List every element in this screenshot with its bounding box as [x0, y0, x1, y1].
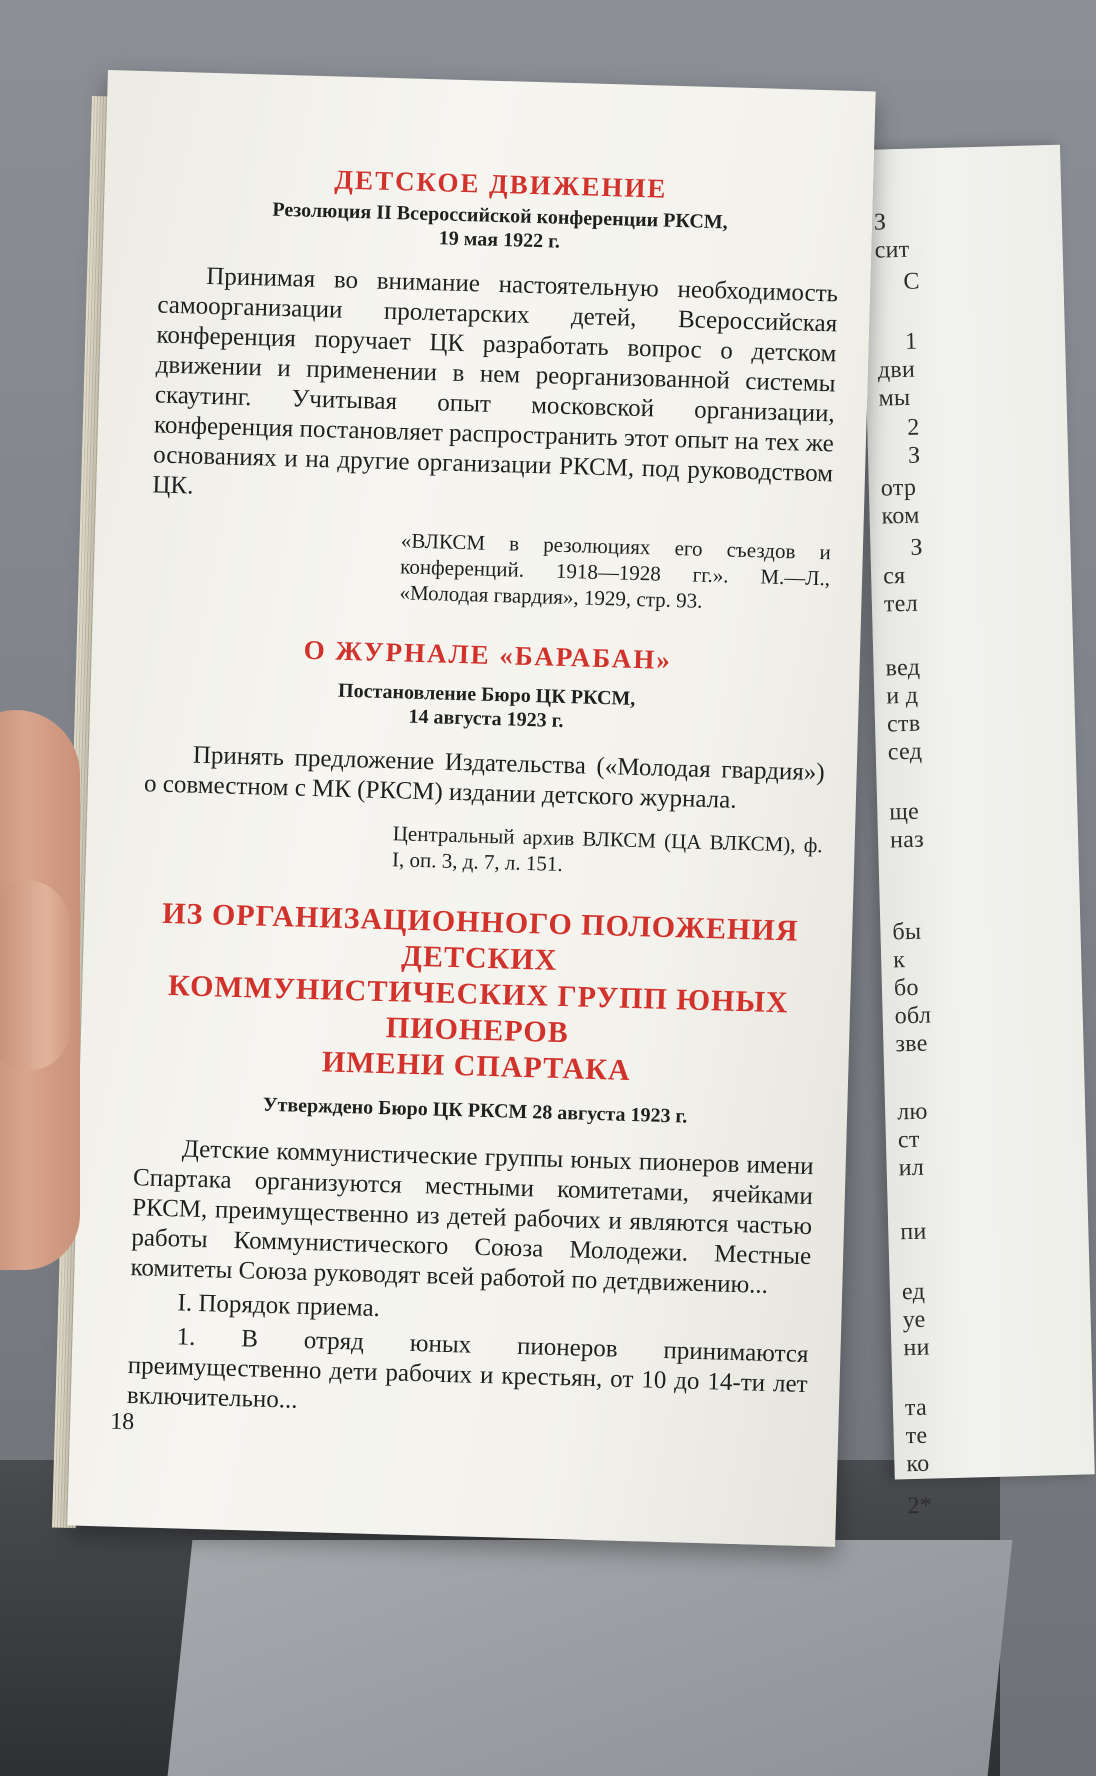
facing-page-fragment: отр [880, 474, 917, 502]
section-body: Принять предложение Издательства («Молодая гвардия») о совместном с МК (РКСМ) издании детского журнала. [143, 741, 826, 814]
section-body: Принимая во внимание настоятельную необходимость самоорганизации пролетарских детей, Всероссийская конференция поручает ЦК разработать вопрос о детском движении и применении в нем реорганизованной системы скаутинг. Учитывая опыт московской организации, конференция постановляет распространить этот опыт на тех же основаниях и на другие организации РКСМ, под руководством ЦК. [152, 262, 839, 500]
section-source: Центральный архив ВЛКСМ (ЦА ВЛКСМ), ф. I, оп. 3, д. 7, л. 151. [391, 821, 823, 876]
section-subtitle: Утверждено Бюро ЦК РКСМ 28 августа 1923 г. [262, 1093, 688, 1128]
facing-page-fragment: уе [902, 1306, 926, 1334]
facing-page-fragment: те [905, 1422, 928, 1450]
list-item: 1. В отряд юных пионеров принимаются преимущественно дети рабочих и крестьян, от 10 до 14-ти лет включительно... [126, 1323, 809, 1414]
holding-thumb [0, 880, 70, 1070]
facing-page-fragment: пи [900, 1218, 927, 1246]
section-source: «ВЛКСМ в резолюциях его съездов и конференций. 1918—1928 гг.». М.—Л., «Молодая гвардия», 1929, стр. 93. [399, 528, 832, 613]
facing-page-fragment: та [904, 1394, 928, 1422]
section-body: Детские коммунистические группы юных пионеров имени Спартака организуются местными комитетами, ячейками РКСМ, преимущественно из детей рабочих и являются частью работы Коммунистического Союза Молодежи. Местные комитеты Союза руководят всей работой по детдвижению... [130, 1135, 815, 1299]
desk-surface [168, 1540, 1013, 1776]
section-baraban-journal [142, 630, 828, 884]
facing-page-fragment: 2 [906, 414, 920, 441]
facing-page-fragment: ил [898, 1154, 925, 1182]
facing-page-fragment: ся [882, 562, 906, 590]
facing-page-fragment: к [892, 947, 906, 974]
facing-page-fragment: ни [903, 1334, 931, 1362]
page-number: 18 [109, 1408, 135, 1436]
facing-page-fragment: зве [895, 1030, 928, 1058]
facing-page-fragment: мы [878, 384, 911, 412]
facing-page-fragment: З [907, 442, 921, 469]
facing-page-fragment: дви [877, 356, 916, 384]
facing-page-fragment: бо [893, 974, 920, 1002]
section-title-line: ИЗ ОРГАНИЗАЦИОННОГО ПОЛОЖЕНИЯ ДЕТСКИХ [161, 896, 799, 977]
facing-page-fragment: ком [881, 502, 921, 530]
list-item: I. Порядок приема. [177, 1289, 381, 1323]
book-page [67, 70, 875, 1547]
section-subtitle: Резолюция II Всероссийской конференции РКСМ, [272, 198, 729, 234]
section-organizational-regulation [127, 895, 821, 1430]
facing-page [860, 145, 1095, 1520]
facing-page-fragment: наз [889, 826, 925, 854]
facing-page-fragment: С [903, 268, 921, 295]
section-title: О ЖУРНАЛЕ «БАРАБАН» [303, 634, 673, 675]
facing-page-fragment: ств [886, 710, 921, 738]
facing-page-fragment: ед [901, 1278, 926, 1306]
facing-page-fragment: ст [897, 1126, 921, 1154]
facing-page-fragment: З [873, 209, 887, 236]
facing-page-fragment: лю [896, 1098, 929, 1126]
section-children-movement [149, 160, 841, 618]
section-date: 19 мая 1922 г. [438, 227, 561, 253]
section-title-line: КОММУНИСТИЧЕСКИХ ГРУПП ЮНЫХ ПИОНЕРОВ [167, 969, 790, 1050]
page-content [127, 160, 842, 1430]
section-subtitle: Постановление Бюро ЦК РКСМ, [337, 679, 636, 710]
facing-page-fragment: 2* [907, 1492, 933, 1520]
facing-page-fragment: З [910, 534, 924, 561]
facing-page-fragment: щe [889, 798, 920, 826]
section-title-line: ИМЕНИ СПАРТАКА [321, 1045, 632, 1087]
facing-page-fragment: и д [885, 682, 919, 710]
section-title: ДЕТСКОЕ ДВИЖЕНИЕ [334, 164, 668, 204]
facing-page-fragment: обл [894, 1002, 932, 1030]
facing-page-fragment: 1 [904, 328, 918, 355]
facing-page-fragment: ко [906, 1450, 930, 1478]
facing-page-fragment: сит [874, 236, 910, 264]
section-date: 14 августа 1923 г. [408, 705, 564, 732]
facing-page-fragment: сед [887, 738, 923, 766]
facing-page-fragment: тел [883, 590, 919, 618]
facing-page-fragment: бы [892, 918, 922, 946]
facing-page-fragment: вед [885, 654, 921, 682]
